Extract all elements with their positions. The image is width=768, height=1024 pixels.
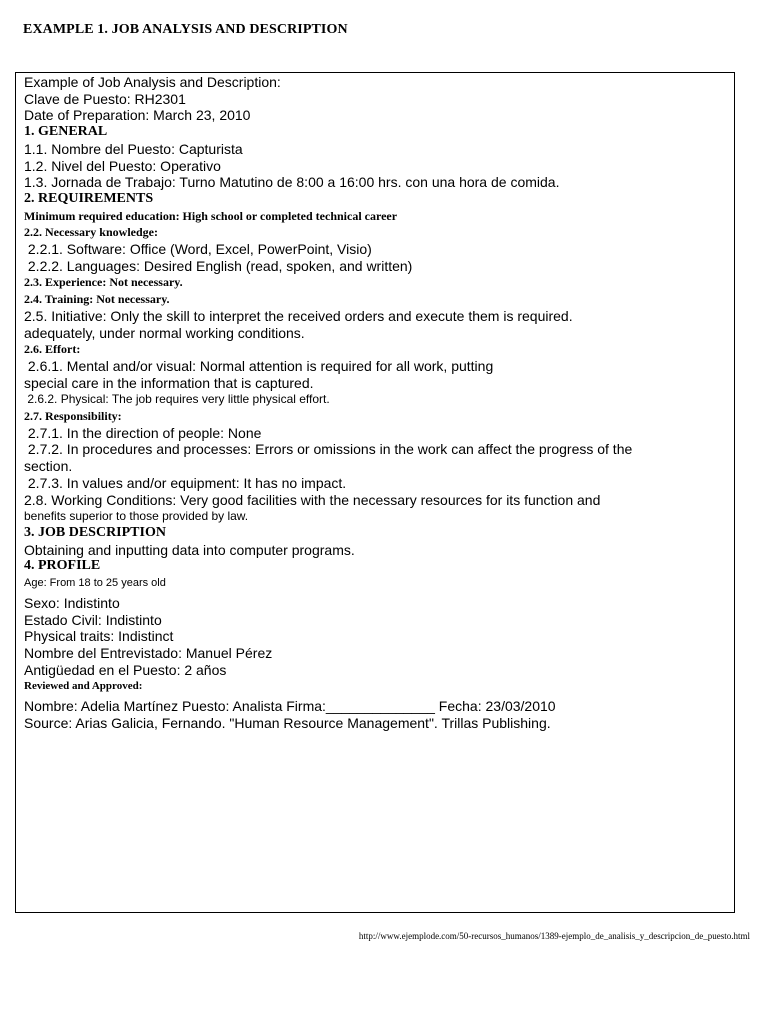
source-url: http://www.ejemplode.com/50-recursos_humanos/1389-ejemplo_de_analisis_y_descripcion_de_puesto.html xyxy=(358,931,750,941)
document-line: 2.6.1. Mental and/or visual: Normal attention is required for all work, putting xyxy=(24,357,494,374)
document-line: adequately, under normal working conditions. xyxy=(24,324,305,341)
document-line: 2.7.2. In procedures and processes: Errors or omissions in the work can affect the progress of the xyxy=(24,441,633,458)
document-line: 2.8. Working Conditions: Very good facilities with the necessary resources for its function and xyxy=(24,491,601,508)
section-heading: 1. GENERAL xyxy=(24,124,108,140)
document-line: Nombre del Entrevistado: Manuel Pérez xyxy=(24,644,273,661)
section-heading: 3. JOB DESCRIPTION xyxy=(24,524,166,540)
section-heading: 2.6. Effort: xyxy=(24,342,81,357)
document-line: Example of Job Analysis and Description: xyxy=(24,74,281,90)
document-line: Date of Preparation: March 23, 2010 xyxy=(24,107,251,124)
page-title: EXAMPLE 1. JOB ANALYSIS AND DESCRIPTION xyxy=(23,22,348,37)
document-line: Sexo: Indistinto xyxy=(24,594,120,611)
document-line: special care in the information that is captured. xyxy=(24,374,314,391)
document-line: 2.2.2. Languages: Desired English (read, spoken, and written) xyxy=(24,257,413,274)
document-line: section. xyxy=(24,458,73,475)
document-line: 2.7.3. In values and/or equipment: It has no impact. xyxy=(24,474,347,491)
document-line: Clave de Puesto: RH2301 xyxy=(24,90,186,107)
document-line: 1.1. Nombre del Puesto: Capturista xyxy=(24,140,243,157)
document-line: Estado Civil: Indistinto xyxy=(24,611,162,628)
section-heading: 2.7. Responsibility: xyxy=(24,409,122,424)
document-line: Physical traits: Indistinct xyxy=(24,628,174,645)
document-line: 2.5. Initiative: Only the skill to interpret the received orders and execute them is required. xyxy=(24,307,573,324)
document-line: Age: From 18 to 25 years old xyxy=(24,577,166,590)
section-heading: Reviewed and Approved: xyxy=(24,680,143,693)
document-line: 2.2.1. Software: Office (Word, Excel, PowerPoint, Visio) xyxy=(24,241,372,258)
document-body xyxy=(24,74,728,731)
document-line: 1.3. Jornada de Trabajo: Turno Matutino de 8:00 a 16:00 hrs. con una hora de comida. xyxy=(24,174,560,191)
document-line: benefits superior to those provided by law. xyxy=(24,509,249,524)
document-line: 2.7.1. In the direction of people: None xyxy=(24,424,262,441)
section-heading: 2.4. Training: Not necessary. xyxy=(24,292,170,307)
document-line: Nombre: Adelia Martínez Puesto: Analista Firma:______________ Fecha: 23/03/2010 xyxy=(24,698,556,715)
section-heading: 4. PROFILE xyxy=(24,558,101,574)
section-heading: 2.3. Experience: Not necessary. xyxy=(24,275,183,290)
document-frame xyxy=(15,72,735,913)
section-heading: 2. REQUIREMENTS xyxy=(24,190,154,206)
document-line: 2.6.2. Physical: The job requires very little physical effort. xyxy=(24,392,330,407)
document-line: 1.2. Nivel del Puesto: Operativo xyxy=(24,157,221,174)
section-heading: Minimum required education: High school or completed technical career xyxy=(24,208,398,223)
document-line: Source: Arias Galicia, Fernando. "Human Resource Management". Trillas Publishing. xyxy=(24,714,551,731)
section-heading: 2.2. Necessary knowledge: xyxy=(24,225,158,240)
document-line: Obtaining and inputting data into computer programs. xyxy=(24,541,355,558)
document-line: Antigüedad en el Puesto: 2 años xyxy=(24,661,227,678)
